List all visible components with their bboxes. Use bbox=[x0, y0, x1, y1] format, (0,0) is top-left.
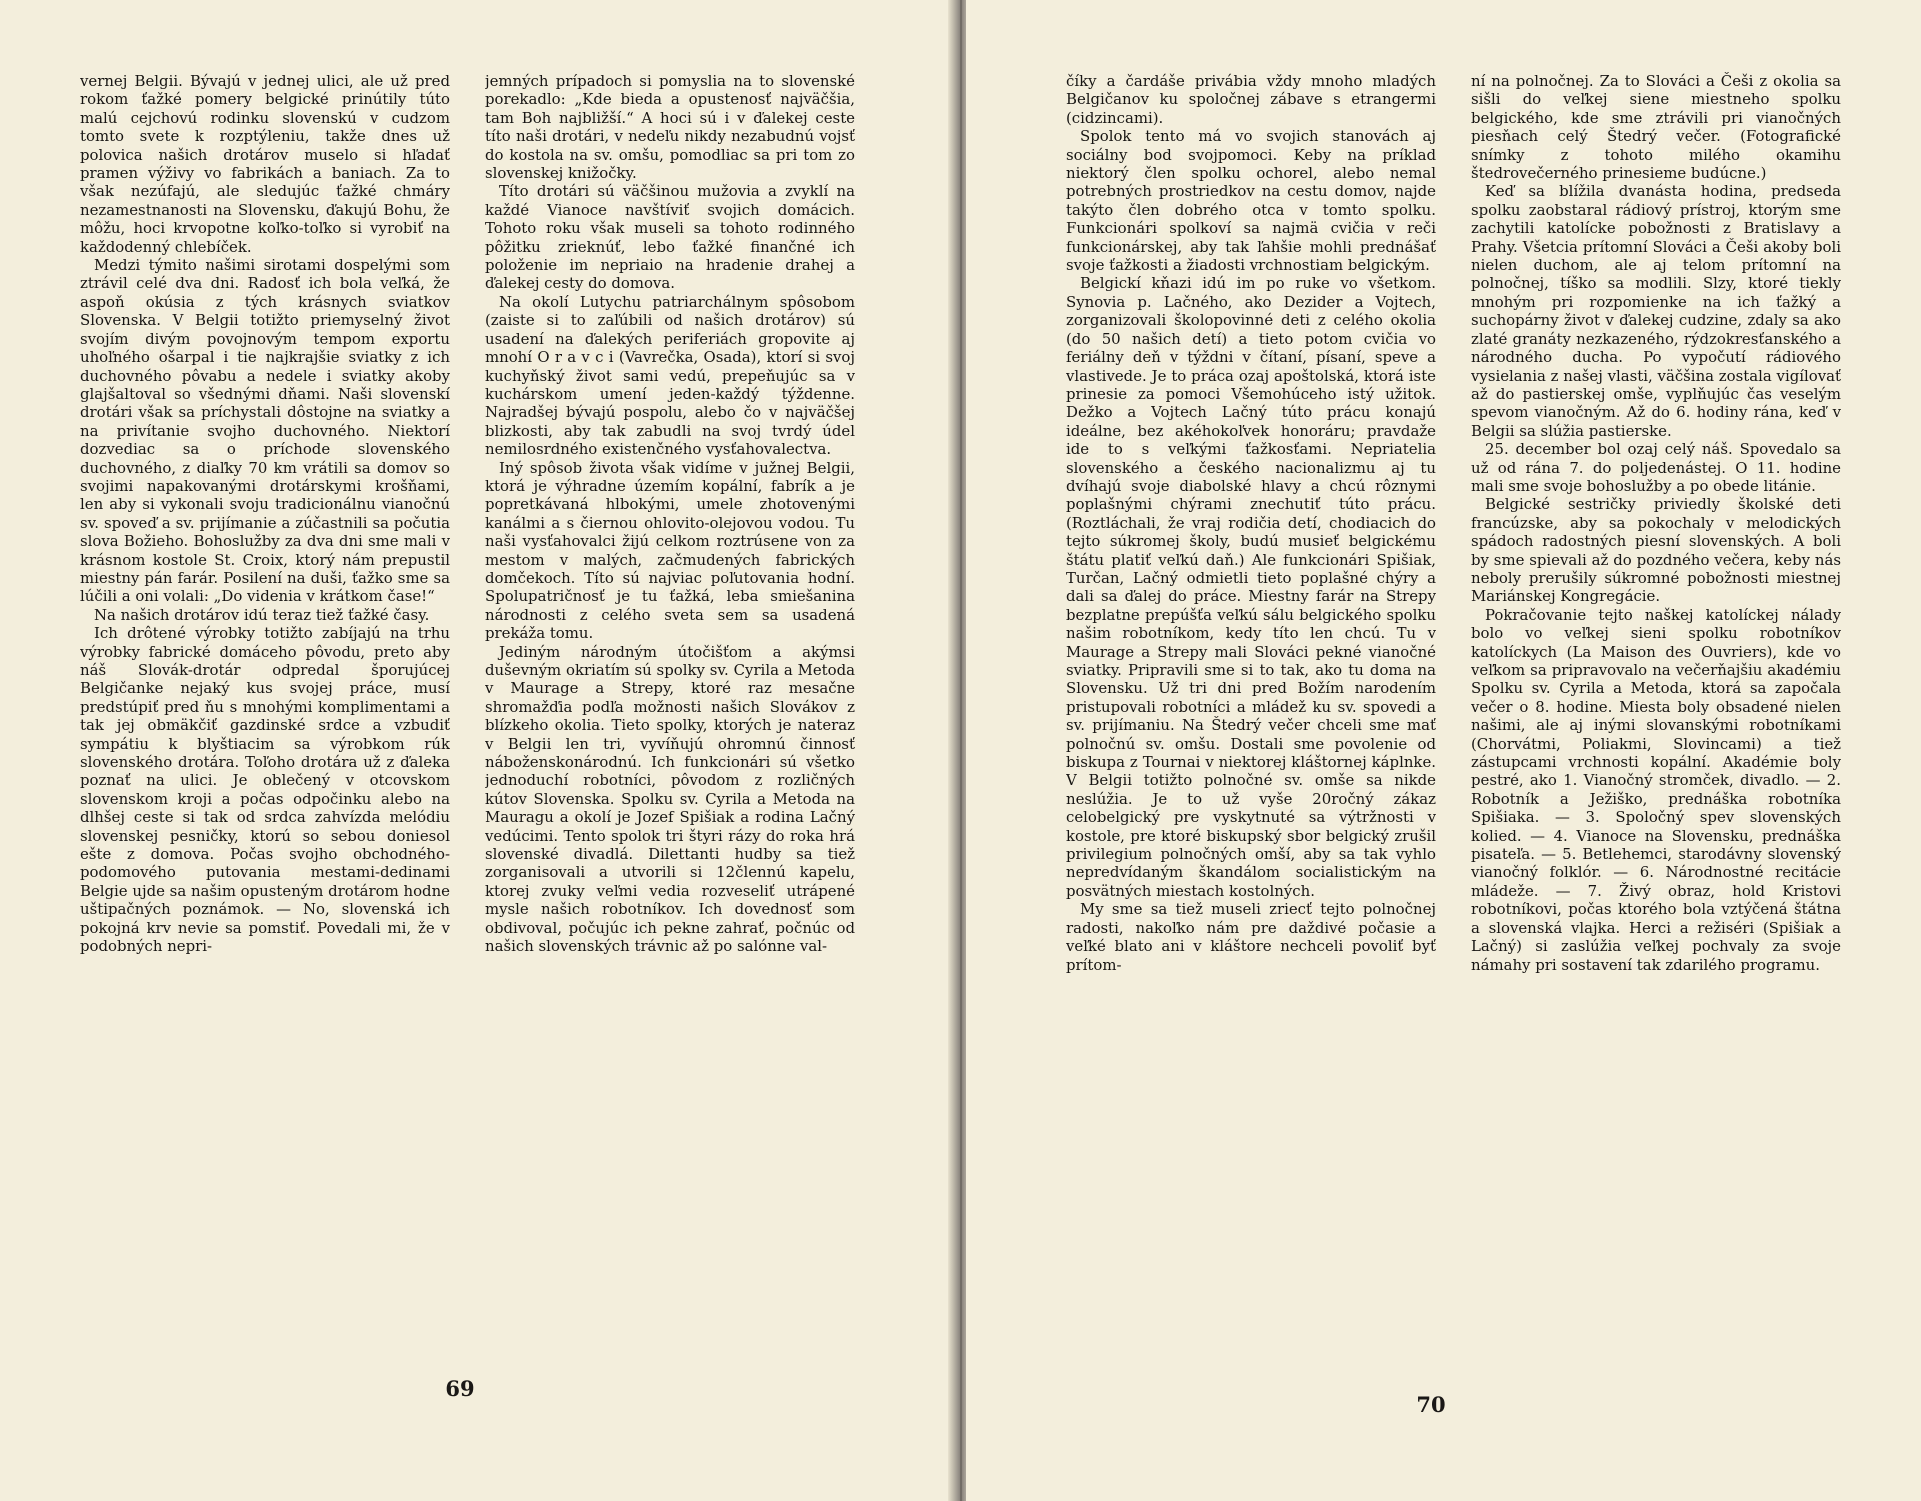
paragraph: vernej Belgii. Bývajú v jednej ulici, ale už pred rokom ťažké pomery belgické prinútily túto malú cejchovú rodinku slovenskú v cudzom tomto svete k rozptýleniu, takže dnes už polovica našich drotárov muselo si hľadať pramen výživy vo fabrikách a baniach. Za to však nezúfajú, ale sledujúc ťažké chmáry nezamestnanosti na Slovensku, ďakujú Bohu, že môžu, hoci krvopotne koľko-toľko si vyrobiť na každodenný chlebíček. bbox=[80, 72, 450, 256]
paragraph: Keď sa blížila dvanásta hodina, predseda spolku zaobstaral rádiový prístroj, ktorým sme zachytili katolícke pobožnosti z Bratislavy a Prahy. Všetcia prítomní Slováci a Češi akoby boli nielen duchom, ale aj telom prítomní na polnočnej, tíško sa modlili. Slzy, ktoré tiekly mnohým pri rozpomienke na ich ťažký a suchopárny život v ďalekej cudzine, zdaly sa ako zlaté granáty nezkazeného, rýdzokresťanského a národného ducha. Po vypočutí rádiového vysielania z našej vlasti, väčšina zostala vigílovať až do pastierskej omše, vyplňujúc čas veselým spevom vianočným. Až do 6. hodiny rána, keď v Belgii sa slúžia pastierske. bbox=[1471, 182, 1841, 440]
right-page bbox=[966, 0, 1921, 1501]
paragraph: Ich drôtené výrobky totižto zabíjajú na trhu výrobky fabrické domáceho pôvodu, preto aby náš Slovák-drotár odpredal šporujúcej Belgičanke nejaký kus svojej práce, musí predstúpiť pred ňu s mnohými komplimentami a tak jej obmäkčiť gazdinské srdce a vzbudiť sympátiu k blyštiacim sa výrobkom rúk slovenského drotára. Toľoho drotára už z ďaleka poznať na ulici. Je oblečený v otcovskom slovenskom kroji a počas odpočinku alebo na dlhšej ceste si tak od srdca zahvízda melódiu slovenskej pesničky, ktorú so sebou doniesol ešte z domova. Počas svojho obchodného-podomového putovania mestami-dedinami Belgie ujde sa našim opusteným drotárom hodne uštipačných poznámok. — No, slovenská ich pokojná krv nevie sa pomstiť. Povedali mi, že v podobných nepri- bbox=[80, 624, 450, 956]
left-page bbox=[0, 0, 956, 1501]
right-page-column-2 bbox=[1471, 72, 1841, 1352]
paragraph: Jediným národným útočišťom a akýmsi duševným okriatím sú spolky sv. Cyrila a Metoda v Maurage a Strepy, ktoré raz mesačne shromažďia podľa možnosti našich Slovákov z blízkeho okolia. Tieto spolky, ktorých je nateraz v Belgii len tri, vyvíňujú ohromnú činnosť náboženskonárodnú. Ich funkcionári sú všetko jednoduchí robotníci, pôvodom z rozličných kútov Slovenska. Spolku sv. Cyrila a Metoda na Mauragu a okolí je Jozef Spišiak a rodina Lačný vedúcimi. Tento spolok tri štyri rázy do roka hrá slovenské divadlá. Dilettanti hudby sa tiež zorganisovali a utvorili si 12člennú kapelu, ktorej zvuky veľmi vedia rozveseliť utrápené mysle našich robotníkov. Ich dovednosť som obdivoval, počujúc ich pekne zahrať, počnúc od našich slovenských trávnic až po salónne val- bbox=[485, 642, 855, 956]
paragraph: Belgické sestričky priviedly školské deti francúzske, aby sa pokochaly v melodických spádoch radostných piesní slovenských. A boli by sme spievali až do pozdného večera, keby nás neboly prerušily súkromné pobožnosti miestnej Mariánskej Kongregácie. bbox=[1471, 495, 1841, 606]
paragraph: Spolok tento má vo svojich stanovách aj sociálny bod svojpomoci. Keby na príklad niektorý člen spolku ochorel, alebo nemal potrebných prostriedkov na cestu domov, najde takýto člen dobrého otca v tomto spolku. Funkcionári spolkoví sa najmä cvičia v reči funkcionárskej, aby tak ľahšie mohli prednášať svoje ťažkosti a žiadosti vrchnostiam belgickým. bbox=[1066, 127, 1436, 275]
page-number: 70 bbox=[1416, 1392, 1446, 1417]
paragraph: Belgickí kňazi idú im po ruke vo všetkom. Synovia p. Lačného, ako Dezider a Vojtech, zorganizovali školopovinné deti z celého okolia (do 50 našich detí) a tieto potom cvičia vo feriálny deň v týždni v čítaní, písaní, speve a vlastivede. Je to práca ozaj apoštolská, ktorá iste prinesie za pomoci Všemohúceho istý užitok. Dežko a Vojtech Lačný túto prácu konajú ideálne, bez akéhokoľvek honoráru; pravdaže ide to s veľkými ťažkosťami. Nepriatelia slovenského a českého nacionalizmu aj tu dvíhajú svoje diabolské hlavy a chcú rôznymi poplašnými chýrami znechutiť túto prácu. (Roztláchali, že vraj rodičia detí, chodiacich do tejto súkromej školy, budú musieť belgickému štátu platiť veľkú daň.) Ale funkcionári Spišiak, Turčan, Lačný odmietli tieto poplašné chýry a dali sa ďalej do práce. Miestny farár na Strepy bezplatne prepúšťa veľkú sálu belgického spolku našim robotníkom, kedy títo len chcú. Tu v Maurage a Strepy mali Slováci pekné vianočné sviatky. Pripravili sme si to tak, ako tu doma na Slovensku. Už tri dni pred Božím narodením pristupovali robotníci a mládež ku sv. spovedi a sv. prijímaniu. Na Štedrý večer chceli sme mať polnočnú sv. omšu. Dostali sme povolenie od biskupa z Tournai v niektorej kláštornej káplnke. V Belgii totižto polnočné sv. omše sa nikde neslúžia. Je to už vyše 20ročný zákaz celobelgický pre vyskytnuté sa výtržnosti v kostole, pre ktoré biskupský sbor belgický zrušil privilegium polnočných omší, aby sa tak vyhlo nepredvídaným škandálom socialistickým na posvätných miestach kostolných. bbox=[1066, 274, 1436, 900]
paragraph: Medzi týmito našimi sirotami dospelými som ztrávil celé dva dni. Radosť ich bola veľká, že aspoň okúsia z tých krásnych sviatkov Slovenska. V Belgii totižto priemyselný život svojím divým povojnovým tempom exportu uhoľného ošarpal i tie najkrajšie sviatky z ich duchovného pôvabu a nedele i sviatky akoby glajšaltoval so všednými dňami. Naši slovenskí drotári však sa príchystali dôstojne na sviatky a na privítanie svojho duchovného. Niektorí dozvediac sa o príchode slovenského duchovného, z diaľky 70 km vrátili sa domov so svojimi napakovanými drotárskymi krošňami, len aby si vykonali svoju tradicionálnu vianočnú sv. spoveď a sv. prijímanie a zúčastnili sa počutia slova Božieho. Bohoslužby za dva dni sme mali v krásnom kostole St. Croix, ktorý nám prepustil miestny pán farár. Posilení na duši, ťažko sme sa lúčili a oni volali: „Do videnia v krátkom čase!“ bbox=[80, 256, 450, 606]
paragraph: Na našich drotárov idú teraz tiež ťažké časy. bbox=[94, 605, 430, 624]
paragraph: My sme sa tiež museli zriecť tejto polnočnej radosti, nakoľko nám pre daždivé počasie a veľké blato ani v kláštore nechceli povoliť byť prítom- bbox=[1066, 900, 1436, 974]
paragraph: jemných prípadoch si pomyslia na to slovenské porekadlo: „Kde bieda a opustenosť najväčšia, tam Boh najbližší.“ A hoci sú i v ďalekej ceste títo naši drotári, v nedeľu nikdy nezabudnú vojsť do kostola na sv. omšu, pomodliac sa pri tom zo slovenskej knižočky. bbox=[485, 72, 855, 183]
right-page-column-1 bbox=[1066, 72, 1436, 1352]
paragraph: 25. december bol ozaj celý náš. Spovedalo sa už od rána 7. do poljedenástej. O 11. hodine mali sme svoje bohoslužby a po obede litánie. bbox=[1471, 440, 1841, 495]
paragraph: Na okolí Lutychu patriarchálnym spôsobom (zaiste si to zaľúbili od našich drotárov) sú usadení na ďalekých periferiách gropovite aj mnohí O r a v c i (Vavrečka, Osada), ktorí si svoj kuchyňský život sami vedú, prepeňujúc sa v kuchárskom umení jeden-každý týždenne. Najradšej bývajú pospolu, alebo čo v najväčšej blizkosti, aby tak zabudli na svoj tvrdý údel nemilosrdného existenčného vysťahovalectva. bbox=[485, 292, 855, 459]
left-page-column-1 bbox=[80, 72, 450, 1352]
page-number: 69 bbox=[445, 1376, 475, 1401]
paragraph: Iný spôsob života však vidíme v južnej Belgii, ktorá je výhradne územím kopální, fabrík a je popretkávaná hlbokými, umele zhotovenými kanálmi a s čiernou ohlovito-olejovou vodou. Tu naši vysťahovalci žijú celkom roztrúsene von za mestom v malých, začmudených fabrických domčekoch. Títo sú najviac poľutovania hodní. Spolupatričnosť je tu ťažká, leba smiešanina národnosti z celého sveta sem sa usadená prekáža tomu. bbox=[485, 458, 855, 643]
paragraph: číky a čardáše privábia vždy mnoho mladých Belgičanov ku spoločnej zábave s etrangermi (cidzincami). bbox=[1066, 72, 1436, 127]
paragraph: Pokračovanie tejto naškej katolíckej nálady bolo vo veľkej sieni spolku robotníkov katolíckych (La Maison des Ouvriers), kde vo veľkom sa pripravovalo na večerňajšiu akadémiu Spolku sv. Cyrila a Metoda, ktorá sa započala večer o 8. hodine. Miesta boly obsadené nielen našimi, ale aj inými slovanskými robotníkami (Chorvátmi, Poliakmi, Slovincami) a tiež zástupcami vrchnosti kopální. Akadémie boly pestré, ako 1. Vianočný stromček, divadlo. — 2. Robotník a Ježiško, prednáška robotníka Spišiaka. — 3. Spoločný spev slovenských kolied. — 4. Vianoce na Slovensku, prednáška pisateľa. — 5. Betlehemci, starodávny slovenský vianočný folklór. — 6. Národnostné recitácie mládeže. — 7. Živý obraz, hold Kristovi robotníkovi, počas ktorého bola vztýčená štátna a slovenská vlajka. Herci a režiséri (Spišiak a Lačný) si zaslúžia veľkej pochvaly za svoje námahy pri sostavení tak zdarilého programu. bbox=[1471, 605, 1841, 974]
paragraph: ní na polnočnej. Za to Slováci a Češi z okolia sa sišli do veľkej siene miestneho spolku belgického, kde sme ztrávili pri vianočných piesňach celý Štedrý večer. (Fotografické snímky z tohoto milého okamihu štedrovečerného prinesieme budúcne.) bbox=[1471, 72, 1841, 183]
left-page-column-2 bbox=[485, 72, 855, 1352]
paragraph: Títo drotári sú väčšinou mužovia a zvyklí na každé Vianoce navštíviť svojich domácich. Tohoto roku však museli sa tohoto rodinného pôžitku zrieknúť, lebo ťažké finančné ich položenie im nepriaio na hradenie drahej a ďalekej cesty do domova. bbox=[485, 182, 855, 293]
